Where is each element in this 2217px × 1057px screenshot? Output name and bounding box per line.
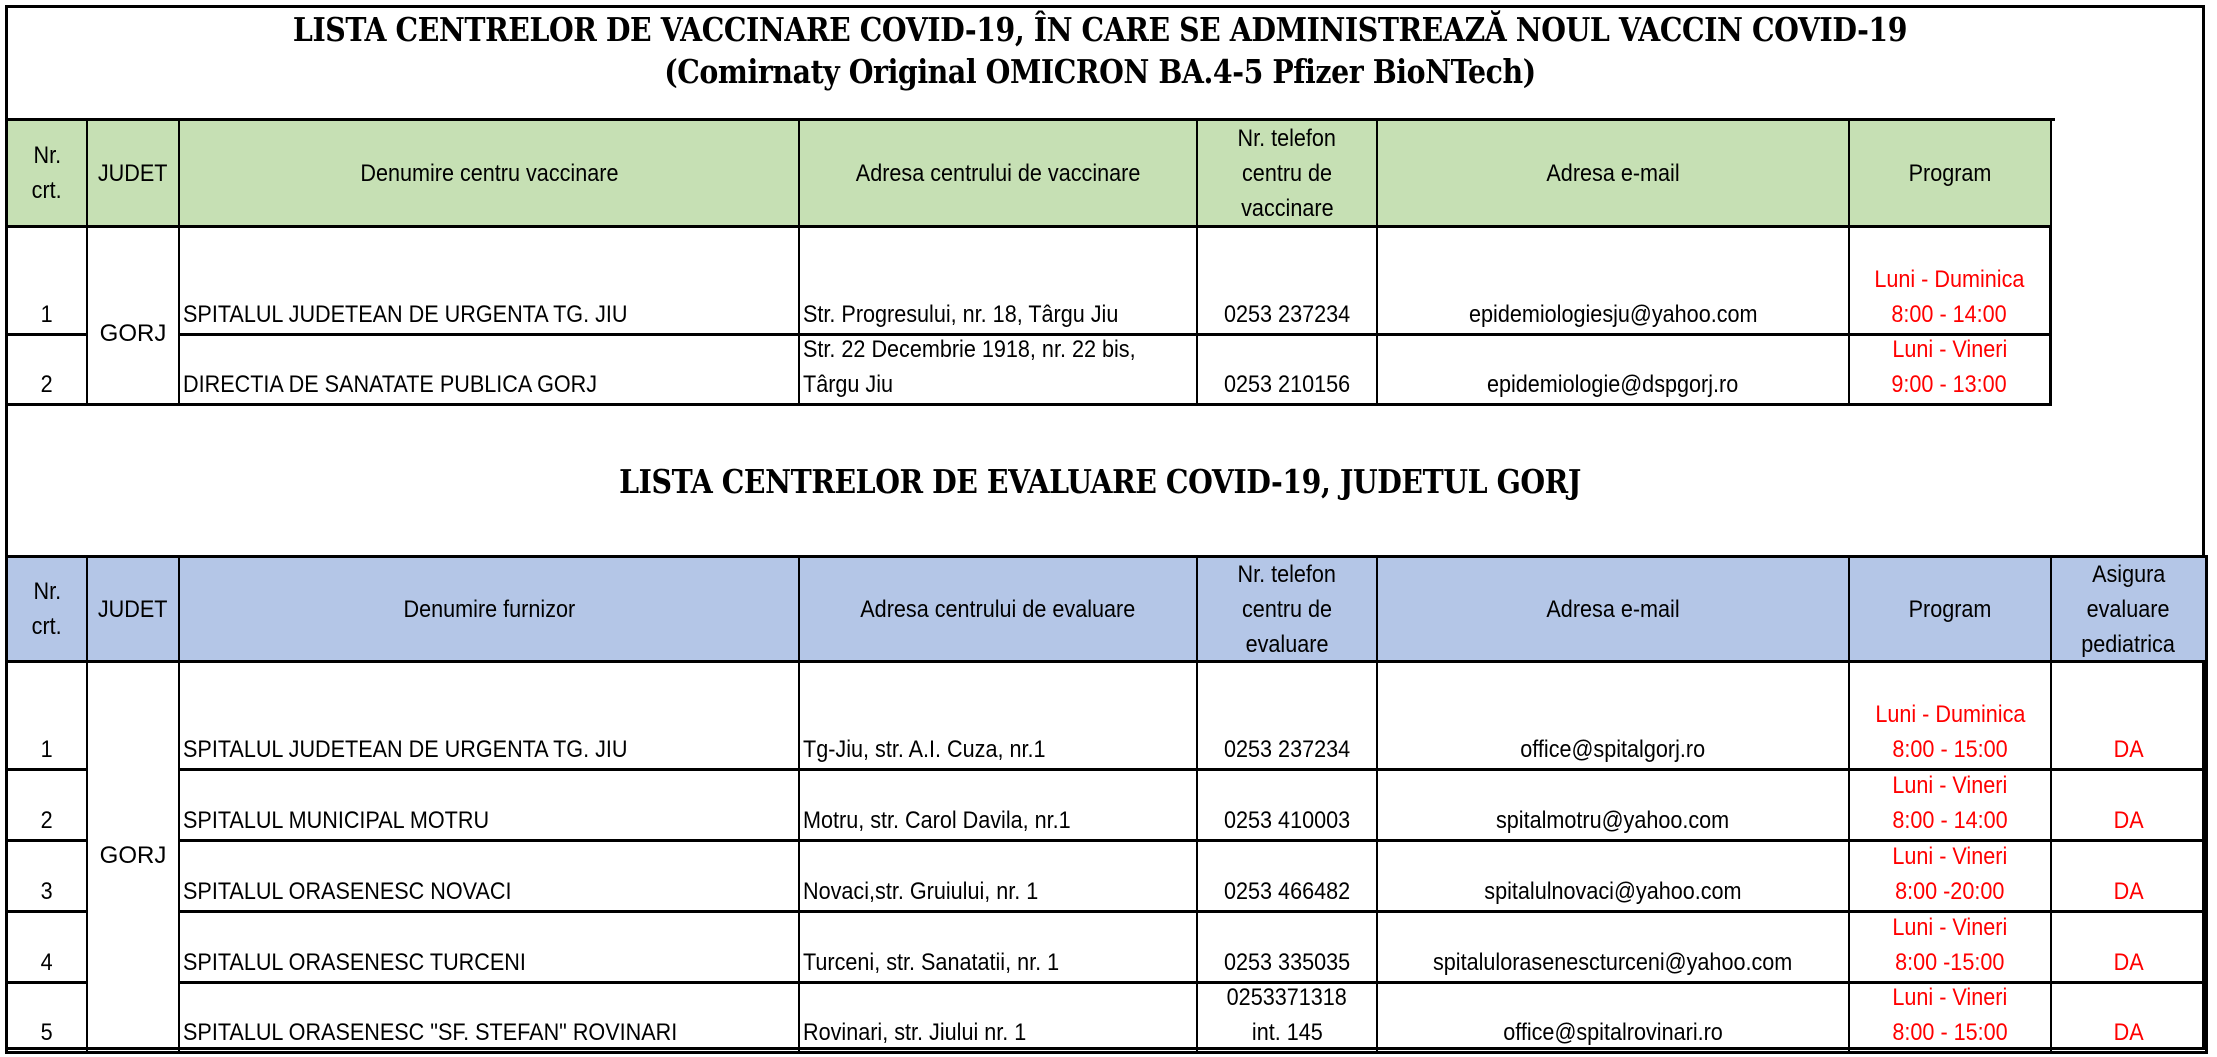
header-phone <box>1198 555 1378 663</box>
pediatric-text: DA <box>2113 949 2144 976</box>
provider-program <box>1850 771 2052 842</box>
nr-text: 2 <box>40 371 54 398</box>
judet-text: GORJ <box>99 320 167 347</box>
provider-name <box>180 771 800 842</box>
header-text: vaccinare <box>1240 194 1334 222</box>
provider-email[interactable] <box>1378 663 1850 771</box>
header-text: evaluare <box>2087 595 2170 623</box>
row-nr <box>5 842 88 913</box>
header-text: JUDET <box>98 159 168 187</box>
header-judet <box>88 118 180 228</box>
pediatric-text: DA <box>2113 807 2144 834</box>
header-text: Program <box>1908 595 1992 623</box>
phone-text: 0253 237234 <box>1223 736 1351 763</box>
provider-pediatric <box>2052 842 2208 913</box>
header-text: Adresa centrului de vaccinare <box>855 159 1141 187</box>
phone-text: 0253371318 <box>1226 984 1348 1011</box>
provider-phone <box>1198 771 1378 842</box>
program-text: Luni - Vineri <box>1892 843 2008 870</box>
judet-inner <box>88 316 178 351</box>
provider-program <box>1850 663 2052 771</box>
provider-pediatric <box>2052 771 2208 842</box>
center-email[interactable] <box>1378 336 1850 406</box>
evaluation-title: LISTA CENTRELOR DE EVALUARE COVID-19, JUDETUL GORJ <box>619 462 1581 501</box>
provider-address <box>800 842 1198 913</box>
program-text: 9:00 - 13:00 <box>1891 371 2008 398</box>
header-text: centru de <box>1241 159 1333 187</box>
header-text: centru de <box>1241 595 1333 623</box>
program-text: Luni - Vineri <box>1892 336 2007 363</box>
program-text: 8:00 -15:00 <box>1895 949 2005 976</box>
header-judet <box>88 555 180 663</box>
address-text: Turceni, str. Sanatatii, nr. 1 <box>803 949 1060 976</box>
provider-email[interactable] <box>1378 913 1850 984</box>
program-text: Luni - Duminica <box>1874 701 2026 728</box>
header-email <box>1378 555 1850 663</box>
address-text: Târgu Jiu <box>803 371 894 398</box>
center-name <box>180 228 800 336</box>
header-text: Nr. <box>33 578 61 605</box>
name-text: SPITALUL ORASENESC TURCENI <box>183 949 526 976</box>
header-text: Adresa centrului de evaluare <box>860 595 1136 623</box>
name-text: SPITALUL JUDETEAN DE URGENTA TG. JIU <box>183 736 628 763</box>
header-text: Program <box>1908 159 1992 187</box>
row-nr <box>5 228 88 336</box>
provider-address <box>800 913 1198 984</box>
header-program <box>1850 555 2052 663</box>
address-text: Rovinari, str. Jiului nr. 1 <box>803 1019 1027 1046</box>
vaccination-title-line1: LISTA CENTRELOR DE VACCINARE COVID-19, ÎN CARE SE ADMINISTREAZĂ NOUL VACCIN COVID-19 <box>292 10 1908 49</box>
header-email <box>1378 118 1850 228</box>
provider-phone <box>1198 663 1378 771</box>
center-address <box>800 228 1198 336</box>
nr-text: 2 <box>40 807 54 834</box>
email-link: spitalmotru@yahoo.com <box>1496 807 1730 834</box>
header-name <box>180 118 800 228</box>
header-name <box>180 555 800 663</box>
header-address <box>800 118 1198 228</box>
address-text: Tg-Jiu, str. A.I. Cuza, nr.1 <box>803 736 1046 763</box>
header-text: Adresa e-mail <box>1546 159 1680 187</box>
header-text: crt. <box>31 177 62 204</box>
phone-text: 0253 335035 <box>1223 949 1351 976</box>
phone-text: 0253 466482 <box>1223 878 1351 905</box>
nr-text: 1 <box>40 301 54 328</box>
provider-email[interactable] <box>1378 771 1850 842</box>
phone-text: 0253 237234 <box>1223 301 1351 328</box>
header-text: JUDET <box>98 595 168 623</box>
program-text: 8:00 -20:00 <box>1895 878 2005 905</box>
header-text: Asigura <box>2091 560 2166 588</box>
program-text: Luni - Vineri <box>1892 914 2008 941</box>
email-link: epidemiologie@dspgorj.ro <box>1487 371 1739 398</box>
provider-name <box>180 663 800 771</box>
name-text: SPITALUL JUDETEAN DE URGENTA TG. JIU <box>183 301 628 328</box>
judet-cell <box>88 663 180 1054</box>
header-nr <box>5 118 88 228</box>
row-nr <box>5 336 88 406</box>
phone-text: int. 145 <box>1251 1019 1323 1046</box>
center-phone <box>1198 336 1378 406</box>
header-text: Adresa e-mail <box>1546 595 1680 623</box>
program-text: Luni - Vineri <box>1892 984 2008 1011</box>
provider-name <box>180 984 800 1054</box>
pediatric-text: DA <box>2113 1019 2144 1046</box>
header-text: Denumire centru vaccinare <box>359 159 619 187</box>
phone-text: 0253 210156 <box>1223 371 1351 398</box>
nr-text: 3 <box>40 878 54 905</box>
provider-phone <box>1198 984 1378 1054</box>
header-program <box>1850 118 2052 228</box>
header-text: Denumire furnizor <box>403 595 575 623</box>
provider-email[interactable] <box>1378 984 1850 1054</box>
row-nr <box>5 984 88 1054</box>
provider-address <box>800 771 1198 842</box>
provider-email[interactable] <box>1378 842 1850 913</box>
judet-inner <box>88 838 178 873</box>
header-address <box>800 555 1198 663</box>
row-nr <box>5 771 88 842</box>
provider-program <box>1850 984 2052 1054</box>
provider-program <box>1850 842 2052 913</box>
provider-pediatric <box>2052 663 2208 771</box>
center-name <box>180 336 800 406</box>
address-text: Str. 22 Decembrie 1918, nr. 22 bis, <box>803 336 1136 363</box>
program-text: Luni - Duminica <box>1874 266 2025 293</box>
provider-pediatric <box>2052 913 2208 984</box>
name-text: SPITALUL MUNICIPAL MOTRU <box>183 807 490 834</box>
email-link: spitalulnovaci@yahoo.com <box>1484 878 1742 905</box>
header-pediatric <box>2052 555 2208 663</box>
program-text: 8:00 - 14:00 <box>1891 301 2008 328</box>
name-text: SPITALUL ORASENESC NOVACI <box>183 878 512 905</box>
vaccination-title-line2: (Comirnaty Original OMICRON BA.4-5 Pfizer BioNTech) <box>664 52 1536 91</box>
program-text: Luni - Vineri <box>1892 772 2008 799</box>
row-nr <box>5 913 88 984</box>
row-nr <box>5 663 88 771</box>
header-text: evaluare <box>1245 630 1329 658</box>
name-text: SPITALUL ORASENESC "SF. STEFAN" ROVINARI <box>183 1019 678 1046</box>
email-link: office@spitalrovinari.ro <box>1503 1019 1723 1046</box>
provider-phone <box>1198 842 1378 913</box>
provider-phone <box>1198 913 1378 984</box>
program-text: 8:00 - 14:00 <box>1892 807 2008 834</box>
email-link: office@spitalgorj.ro <box>1520 736 1706 763</box>
header-text: pediatrica <box>2081 630 2176 658</box>
provider-address <box>800 663 1198 771</box>
pediatric-text: DA <box>2113 736 2144 763</box>
program-text: 8:00 - 15:00 <box>1892 736 2008 763</box>
center-program <box>1850 228 2052 336</box>
name-text: DIRECTIA DE SANATATE PUBLICA GORJ <box>183 371 598 398</box>
provider-address <box>800 984 1198 1054</box>
header-text: Nr. telefon <box>1237 124 1337 152</box>
center-email[interactable] <box>1378 228 1850 336</box>
address-text: Novaci,str. Gruiului, nr. 1 <box>803 878 1039 905</box>
provider-pediatric <box>2052 984 2208 1054</box>
header-text: Nr. telefon <box>1237 560 1337 588</box>
nr-text: 1 <box>40 736 54 763</box>
header-phone <box>1198 118 1378 228</box>
center-phone <box>1198 228 1378 336</box>
address-text: Str. Progresului, nr. 18, Târgu Jiu <box>803 301 1119 328</box>
center-program <box>1850 336 2052 406</box>
program-text: 8:00 - 15:00 <box>1892 1019 2008 1046</box>
header-text: crt. <box>31 613 62 640</box>
email-link: spitalulorasenescturceni@yahoo.com <box>1433 949 1793 976</box>
email-link: epidemiologiesju@yahoo.com <box>1468 301 1758 328</box>
provider-name <box>180 913 800 984</box>
pediatric-text: DA <box>2113 878 2144 905</box>
provider-name <box>180 842 800 913</box>
nr-text: 5 <box>40 1019 54 1046</box>
center-address <box>800 336 1198 406</box>
nr-text: 4 <box>40 949 54 976</box>
provider-program <box>1850 913 2052 984</box>
judet-cell <box>88 228 180 406</box>
judet-text: GORJ <box>99 842 167 869</box>
header-nr <box>5 555 88 663</box>
phone-text: 0253 410003 <box>1223 807 1351 834</box>
address-text: Motru, str. Carol Davila, nr.1 <box>803 807 1071 834</box>
header-text: Nr. <box>33 142 61 169</box>
